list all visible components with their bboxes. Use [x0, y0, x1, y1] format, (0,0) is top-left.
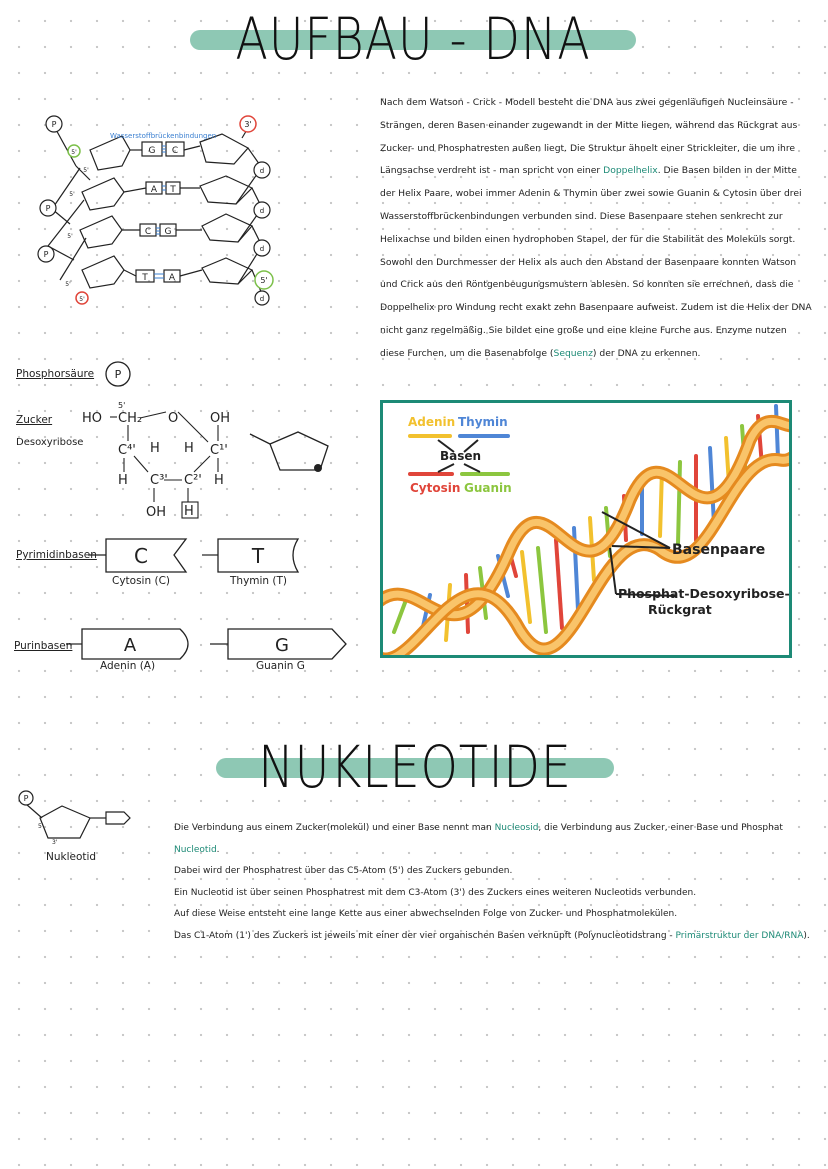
svg-text:H: H [184, 441, 194, 456]
purine-label: Purinbasen [14, 640, 73, 652]
legend-basen: Basen [440, 449, 482, 463]
svg-text:5': 5' [118, 401, 126, 410]
prime-5-label: 5' [67, 233, 73, 240]
svg-text:C³': C³' [150, 473, 168, 488]
thymin-shape [200, 536, 312, 576]
svg-text:OH: OH [210, 411, 231, 426]
pyrimidine-label: Pyrimidinbasen [16, 549, 97, 561]
svg-text:HO: HO [82, 411, 103, 426]
thymin-name: Thymin (T) [230, 575, 288, 587]
intro-text: Nach dem Watson - Crick - Modell besteht die DNA aus zwei gegenläufigen Nucleinsäure - Strängen, deren Basen einander zugewandt in der Mitte liegen, während das Rückgrat aus Zucker- und Phosphatresten außen liegt. Die Struktur ähnelt einer Strickleiter, die um ihre Längsachse verdreht ist - man spricht von einer Doppelhelix. Die Basen bilden in der Mitte der Helix Paare, wobei immer Adenin & Thymin über zwei sowie Guanin & Cytosin über drei Wasserstoffbrückenbindungen verbunden sind. Diese Basenpaare stehen senkrecht zur Helixachse und bilden einen hydrophoben Stapel, der für die Stabilität des Moleküls sorgt. Sowohl den Durchmesser der Helix als auch den Abstand der Basenpaare konnten Watson und Crick aus den Röntgenbeugungsmustern ablesen. So konnten sie errechnen, dass die Doppelhelix pro Windung recht exakt zehn Basenpaare aufweist. Zudem ist die Helix der DNA nicht ganz regelmäßig. Sie bildet eine große und eine kleine Furche aus. Enzyme nutzen diese Furchen, um die Basenabfolge (Sequenz) der DNA zu erkennen. [380, 97, 812, 359]
sugar-mark: d [259, 295, 265, 303]
phosphate-letter: P [51, 120, 57, 129]
prime-5-label: 5' [65, 281, 71, 288]
prime-5-label: 5' [83, 167, 89, 174]
legend-adenin: Adenin [408, 415, 456, 429]
label-backbone-2: Rückgrat [648, 602, 712, 617]
base-letter: T [170, 185, 176, 195]
prime-5-label: 5' [79, 296, 85, 303]
svg-text:H: H [184, 504, 194, 519]
phosphate-letter: P [43, 250, 49, 259]
svg-text:C²': C²' [184, 473, 202, 488]
svg-text:5': 5' [38, 823, 44, 830]
adenin-shape [66, 626, 200, 664]
sugar-mark: d [259, 207, 265, 215]
base-letter: C [144, 227, 152, 237]
base-letter: A [168, 273, 176, 283]
svg-text:CH₂: CH₂ [118, 411, 143, 426]
svg-text:C¹': C¹' [210, 443, 228, 458]
svg-text:G: G [275, 635, 289, 656]
label-backbone-1: Phosphat-Desoxyribose- [618, 586, 790, 601]
desoxyribose-formula [82, 398, 252, 522]
dna-helix-illustration [380, 400, 792, 658]
sugar-mark: d [259, 167, 265, 175]
legend-thymin: Thymin [458, 415, 508, 429]
sequenz-highlight: Sequenz [553, 347, 593, 359]
svg-text:C: C [134, 544, 148, 568]
guanin-shape [210, 626, 350, 664]
end-5-label: 5' [260, 276, 268, 285]
label-basenpaare: Basenpaare [672, 542, 766, 558]
svg-text:H: H [150, 441, 160, 456]
sugar-pentagon-icon [248, 426, 338, 482]
legend-cytosin: Cytosin [410, 481, 461, 495]
primaerstruktur-highlight: Primärstruktur der DNA/RNA [675, 930, 804, 941]
phosphate-label: Phosphorsäure [16, 368, 95, 380]
phosphate-icon [103, 359, 133, 389]
sugar-label: Zucker [16, 414, 53, 426]
base-letter: A [150, 185, 158, 195]
dna-ladder-diagram [30, 108, 300, 308]
nucleotid-highlight: Nucleotid [174, 844, 217, 855]
svg-text:H: H [118, 473, 128, 488]
svg-text:3': 3' [52, 839, 58, 846]
svg-text:T: T [251, 544, 265, 568]
nukleotid-icon-label: Nukleotid [46, 851, 97, 863]
cytosin-shape [86, 536, 198, 576]
legend-guanin: Guanin [464, 481, 512, 495]
svg-text:H: H [214, 473, 224, 488]
nucleosid-highlight: Nucleosid [494, 823, 539, 833]
svg-text:OH: OH [146, 505, 167, 520]
nukleotide-title: NUKLEOTIDE [258, 733, 572, 801]
doppelhelix-highlight: Doppelhelix [603, 165, 658, 177]
sugar-sublabel: Desoxyribose [16, 437, 84, 448]
prime-5-label: 5' [71, 149, 77, 156]
sugar-mark: d [259, 245, 265, 253]
svg-text:C⁴': C⁴' [118, 443, 136, 458]
base-letter: C [171, 146, 179, 156]
base-letter: G [148, 146, 156, 156]
adenin-name: Adenin (A) [100, 660, 156, 672]
nukleotid-icon [14, 786, 134, 846]
guanin-name: Guanin G [256, 660, 305, 672]
page-title: AUFBAU - DNA [235, 5, 591, 73]
nukleotide-text: Die Verbindung aus einem Zucker(molekül) und einer Base nennt man Nucleosid, die Verbindung aus Zucker, einer Base und Phosphat Nucleotid. Dabei wird der Phosphatrest über das C5-Atom (5') des Zuckers gebunden. Ein Nucleotid ist über seinen Phosphatrest mit dem C3-Atom (3') des Zuckers eines weiteren Nucleotids verbunden. Auf diese Weise entsteht eine lange Kette aus einer abwechselnden Folge von Zucker- und Phosphatmolekülen. Das C1-Atom (1') des Zuckers ist jeweils mit einer der vier organischen Basen verknüpft (Polynucleotidstrang - Primärstruktur der DNA/RNA). [174, 823, 810, 941]
hydrogen-bond-label: Wasserstoffbrückenbindungen [110, 132, 217, 140]
svg-text:P: P [23, 794, 29, 803]
svg-text:A: A [123, 635, 137, 656]
cytosin-name: Cytosin (C) [112, 575, 170, 587]
svg-text:P: P [114, 368, 122, 381]
prime-5-label: 5' [69, 191, 75, 198]
svg-text:O: O [168, 411, 179, 426]
end-3-label: 3' [244, 120, 252, 129]
base-letter: G [164, 227, 172, 237]
phosphate-letter: P [45, 204, 51, 213]
base-letter: T [142, 273, 148, 283]
